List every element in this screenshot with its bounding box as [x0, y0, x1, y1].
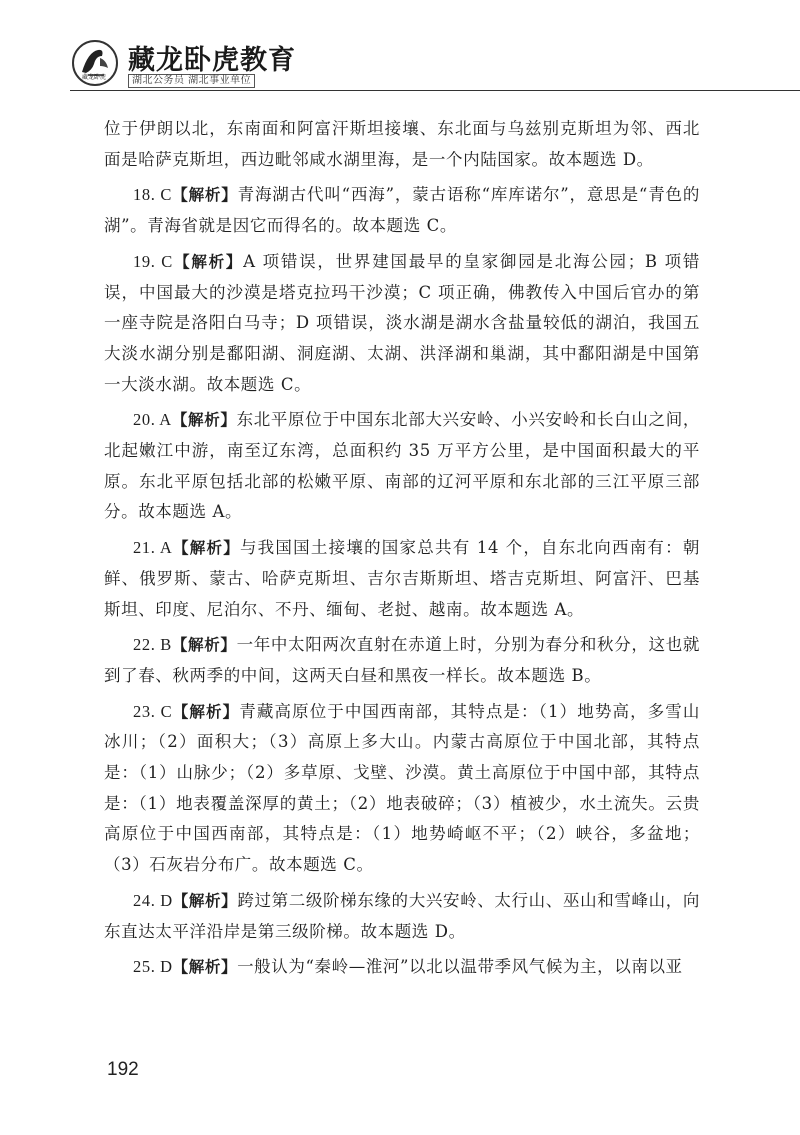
analysis-tag: 【解析】: [172, 186, 238, 205]
analysis-tag: 【解析】: [172, 891, 238, 910]
paragraph-text: 青海湖古代叫“西海”，蒙古语称“库库诺尔”，意思是“青色的湖”。青海省就是因它而得名的。故本题选 C。: [104, 185, 700, 236]
analysis-tag: 【解析】: [171, 636, 237, 655]
answer-explanations: [104, 114, 700, 988]
explanation-paragraph: [104, 886, 700, 947]
analysis-tag: 【解析】: [172, 539, 240, 558]
question-number: 21. A: [133, 538, 173, 558]
brand-logo: [72, 40, 118, 86]
question-number: 20. A: [133, 410, 172, 430]
analysis-tag: 【解析】: [171, 411, 237, 430]
analysis-tag: 【解析】: [172, 702, 240, 721]
analysis-tag: 【解析】: [172, 958, 238, 977]
explanation-paragraph: [104, 697, 700, 881]
explanation-paragraph: [104, 533, 700, 625]
question-number: 25. D: [133, 957, 173, 977]
paragraph-text: A 项错误，世界建国最早的皇家御园是北海公园；B 项错误，中国最大的沙漠是塔克拉玛干沙漠；C 项正确，佛教传入中国后官办的第一座寺院是洛阳白马寺；D 项错误，淡水湖是湖水含盐量较低的湖泊，我国五大淡水湖分别是鄱阳湖、洞庭湖、太湖、洪泽湖和巢湖，其中鄱阳湖是中国第一大淡水湖。故本题选 C。: [104, 251, 700, 394]
header-divider: [70, 90, 800, 91]
explanation-paragraph: [104, 180, 700, 241]
explanation-paragraph: [104, 952, 700, 983]
question-number: 24. D: [133, 890, 173, 910]
paragraph-text: 跨过第二级阶梯东缘的大兴安岭、太行山、巫山和雪峰山，向东直达太平洋沿岸是第三级阶梯。故本题选 D。: [104, 890, 701, 941]
question-number: 19. C: [133, 251, 173, 271]
paragraph-text: 青藏高原位于中国西南部，其特点是：（1）地势高，多雪山冰川；（2）面积大；（3）高原上多大山。内蒙古高原位于中国北部，其特点是：（1）山脉少；（2）多草原、戈壁、沙漠。黄土高原位于中国中部，其特点是：（1）地表覆盖深厚的黄土；（2）地表破碎；（3）植被少，水土流失。云贵高原位于中国西南部，其特点是：（1）地势崎岖不平；（2）峡谷，多盆地；（3）石灰岩分布广。故本题选 C。: [104, 701, 701, 875]
paragraph-text: 一年中太阳两次直射在赤道上时，分别为春分和秋分，这也就到了春、秋两季的中间，这两天白昼和黑夜一样长。故本题选 B。: [104, 635, 700, 685]
question-number: 18. C: [133, 185, 172, 205]
page-number: 192: [107, 1059, 139, 1080]
question-number: 22. B: [133, 635, 172, 655]
brand-title: 藏龙卧虎教育: [128, 45, 296, 76]
explanation-paragraph: [104, 405, 700, 528]
question-number: 23. C: [133, 701, 173, 721]
paragraph-text: 与我国国土接壤的国家总共有 14 个，自东北向西南有：朝鲜、俄罗斯、蒙古、哈萨克斯坦、吉尔吉斯斯坦、塔吉克斯坦、阿富汗、巴基斯坦、印度、尼泊尔、不丹、缅甸、老挝、越南。故本题选 A。: [104, 538, 700, 619]
page-header: [0, 0, 800, 95]
analysis-tag: 【解析】: [172, 252, 244, 271]
explanation-paragraph: [104, 114, 700, 175]
paragraph-text: 东北平原位于中国东北部大兴安岭、小兴安岭和长白山之间，北起嫩江中游，南至辽东湾，总面积约 35 万平方公里，是中国面积最大的平原。东北平原包括北部的松嫩平原、南部的辽河平原和东北部的三江平原三部分。故本题选 A。: [104, 410, 700, 522]
explanation-paragraph: [104, 630, 700, 691]
explanation-paragraph: [104, 247, 700, 401]
paragraph-text: 一般认为“秦岭—淮河”以北以温带季风气候为主，以南以亚: [237, 957, 683, 977]
brand-subtitle: 湖北公务员 湖北事业单位: [128, 74, 255, 88]
logo-text: 藏龙卧虎: [82, 74, 107, 81]
paragraph-text: 位于伊朗以北，东南面和阿富汗斯坦接壤、东北面与乌兹别克斯坦为邻、西北面是哈萨克斯坦，西边毗邻咸水湖里海，是一个内陆国家。故本题选 D。: [104, 119, 700, 169]
